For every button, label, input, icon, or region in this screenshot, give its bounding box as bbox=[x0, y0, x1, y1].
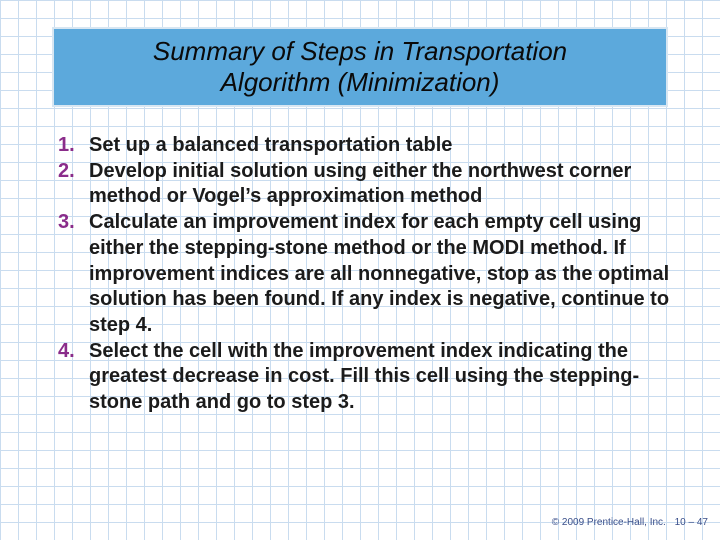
step-text: Develop initial solution using either the northwest corner method or Vogel’s approximation method bbox=[89, 159, 632, 208]
step-text: Calculate an improvement index for each empty cell using either the stepping-stone method or the MODI method. If improvement indices are all nonnegative, stop as the optimal solution has been found. If any index is negative, continue to step 4. bbox=[89, 211, 670, 336]
page-number: 10 – 47 bbox=[674, 517, 708, 528]
copyright-text: © 2009 Prentice-Hall, Inc. bbox=[551, 517, 666, 528]
slide-title-line-2: Algorithm (Minimization) bbox=[220, 67, 500, 97]
slide-footer bbox=[546, 517, 708, 528]
step-item-4 bbox=[58, 339, 678, 416]
slide-title-banner bbox=[52, 27, 668, 107]
step-number: 4. bbox=[58, 339, 75, 362]
step-text: Set up a balanced transportation table bbox=[89, 134, 453, 156]
step-item-3 bbox=[58, 210, 678, 339]
step-item-2 bbox=[58, 159, 678, 210]
step-item-1 bbox=[58, 133, 678, 159]
steps-list bbox=[58, 133, 678, 416]
step-text: Select the cell with the improvement index indicating the greatest decrease in cost. Fill this cell using the stepping-stone path and go to step 3. bbox=[89, 339, 640, 414]
step-number: 2. bbox=[58, 159, 75, 182]
step-number: 3. bbox=[58, 211, 75, 234]
slide-title-line-1: Summary of Steps in Transportation bbox=[152, 36, 568, 66]
step-number: 1. bbox=[58, 134, 75, 156]
